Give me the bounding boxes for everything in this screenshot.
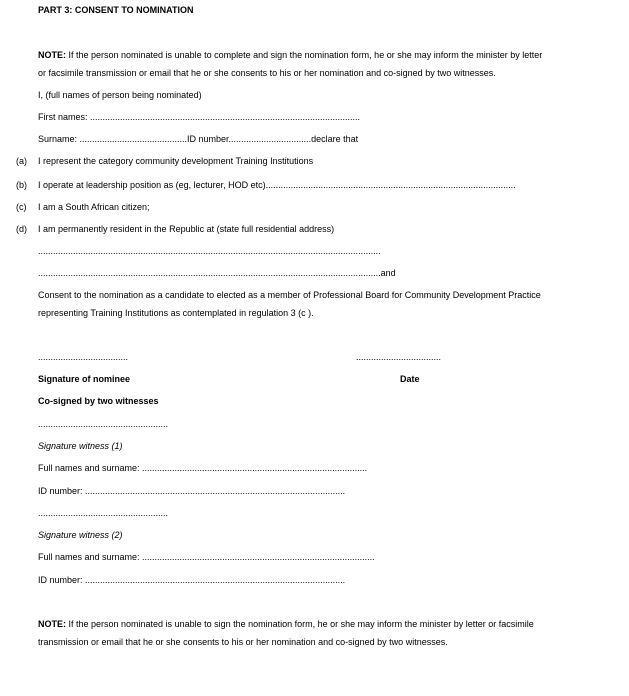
witness-1-label: Signature witness (1): [38, 441, 123, 451]
witness-2-id-field[interactable]: ID number: ........................................................................................................: [38, 575, 346, 585]
item-b-number: (b): [16, 180, 27, 190]
item-d-text: I am permanently resident in the Republic at (state full residential address): [38, 224, 335, 234]
date-label: Date: [400, 374, 420, 384]
witness-1-names-field[interactable]: Full names and surname: ..........................................................................................: [38, 463, 368, 473]
address-field-2[interactable]: .........................................................................................................................................and: [38, 268, 396, 278]
item-a-number: (a): [16, 156, 27, 166]
item-c-number: (c): [16, 202, 27, 212]
item-a-text: I represent the category community development Training Institutions: [38, 156, 314, 166]
surname-id-field[interactable]: Surname: ...........................................ID number.................................declare that: [38, 134, 359, 144]
note-2-line-1: [38, 619, 534, 630]
date-field[interactable]: ..................................: [356, 352, 442, 362]
witness-2-label: Signature witness (2): [38, 530, 123, 540]
note-1-text: If the person nominated is unable to complete and sign the nomination form, he or she may inform the minister by letter: [66, 50, 543, 60]
intro-text: I, (full names of person being nominated): [38, 90, 202, 100]
note-1-line-1: [38, 50, 542, 61]
address-field-1[interactable]: .........................................................................................................................................: [38, 246, 381, 256]
witness-2-signature-field[interactable]: ....................................................: [38, 508, 169, 518]
note-2-text: If the person nominated is unable to sign the nomination form, he or she may inform the minister by letter or facsimile: [66, 619, 534, 629]
witness-2-names-field[interactable]: Full names and surname: .............................................................................................: [38, 552, 375, 562]
cosigned-label: Co-signed by two witnesses: [38, 396, 159, 406]
item-c-text: I am a South African citizen;: [38, 202, 150, 212]
signature-nominee-label: Signature of nominee: [38, 374, 131, 384]
note-2-label: NOTE:: [38, 619, 66, 629]
witness-1-id-field[interactable]: ID number: ........................................................................................................: [38, 486, 346, 496]
first-names-field[interactable]: First names: ............................................................................................................: [38, 112, 361, 122]
item-d-number: (d): [16, 224, 27, 234]
note-2-line-2: transmission or email that he or she consents to his or her nomination and co-signed by two witnesses.: [38, 637, 448, 647]
nominee-signature-field[interactable]: ....................................: [38, 352, 129, 362]
item-b-field[interactable]: I operate at leadership position as (eg, lecturer, HOD etc)....................................................................................................: [38, 180, 516, 190]
page-heading: PART 3: CONSENT TO NOMINATION: [38, 5, 194, 15]
consent-line-1: Consent to the nomination as a candidate to elected as a member of Professional Board for Community Development Practice: [38, 290, 541, 300]
note-1-line-2: or facsimile transmission or email that he or she consents to his or her nomination and co-signed by two witnesses.: [38, 68, 496, 78]
consent-line-2: representing Training Institutions as contemplated in regulation 3 (c ).: [38, 308, 314, 318]
witness-1-signature-field[interactable]: ....................................................: [38, 419, 169, 429]
note-1-label: NOTE:: [38, 50, 66, 60]
